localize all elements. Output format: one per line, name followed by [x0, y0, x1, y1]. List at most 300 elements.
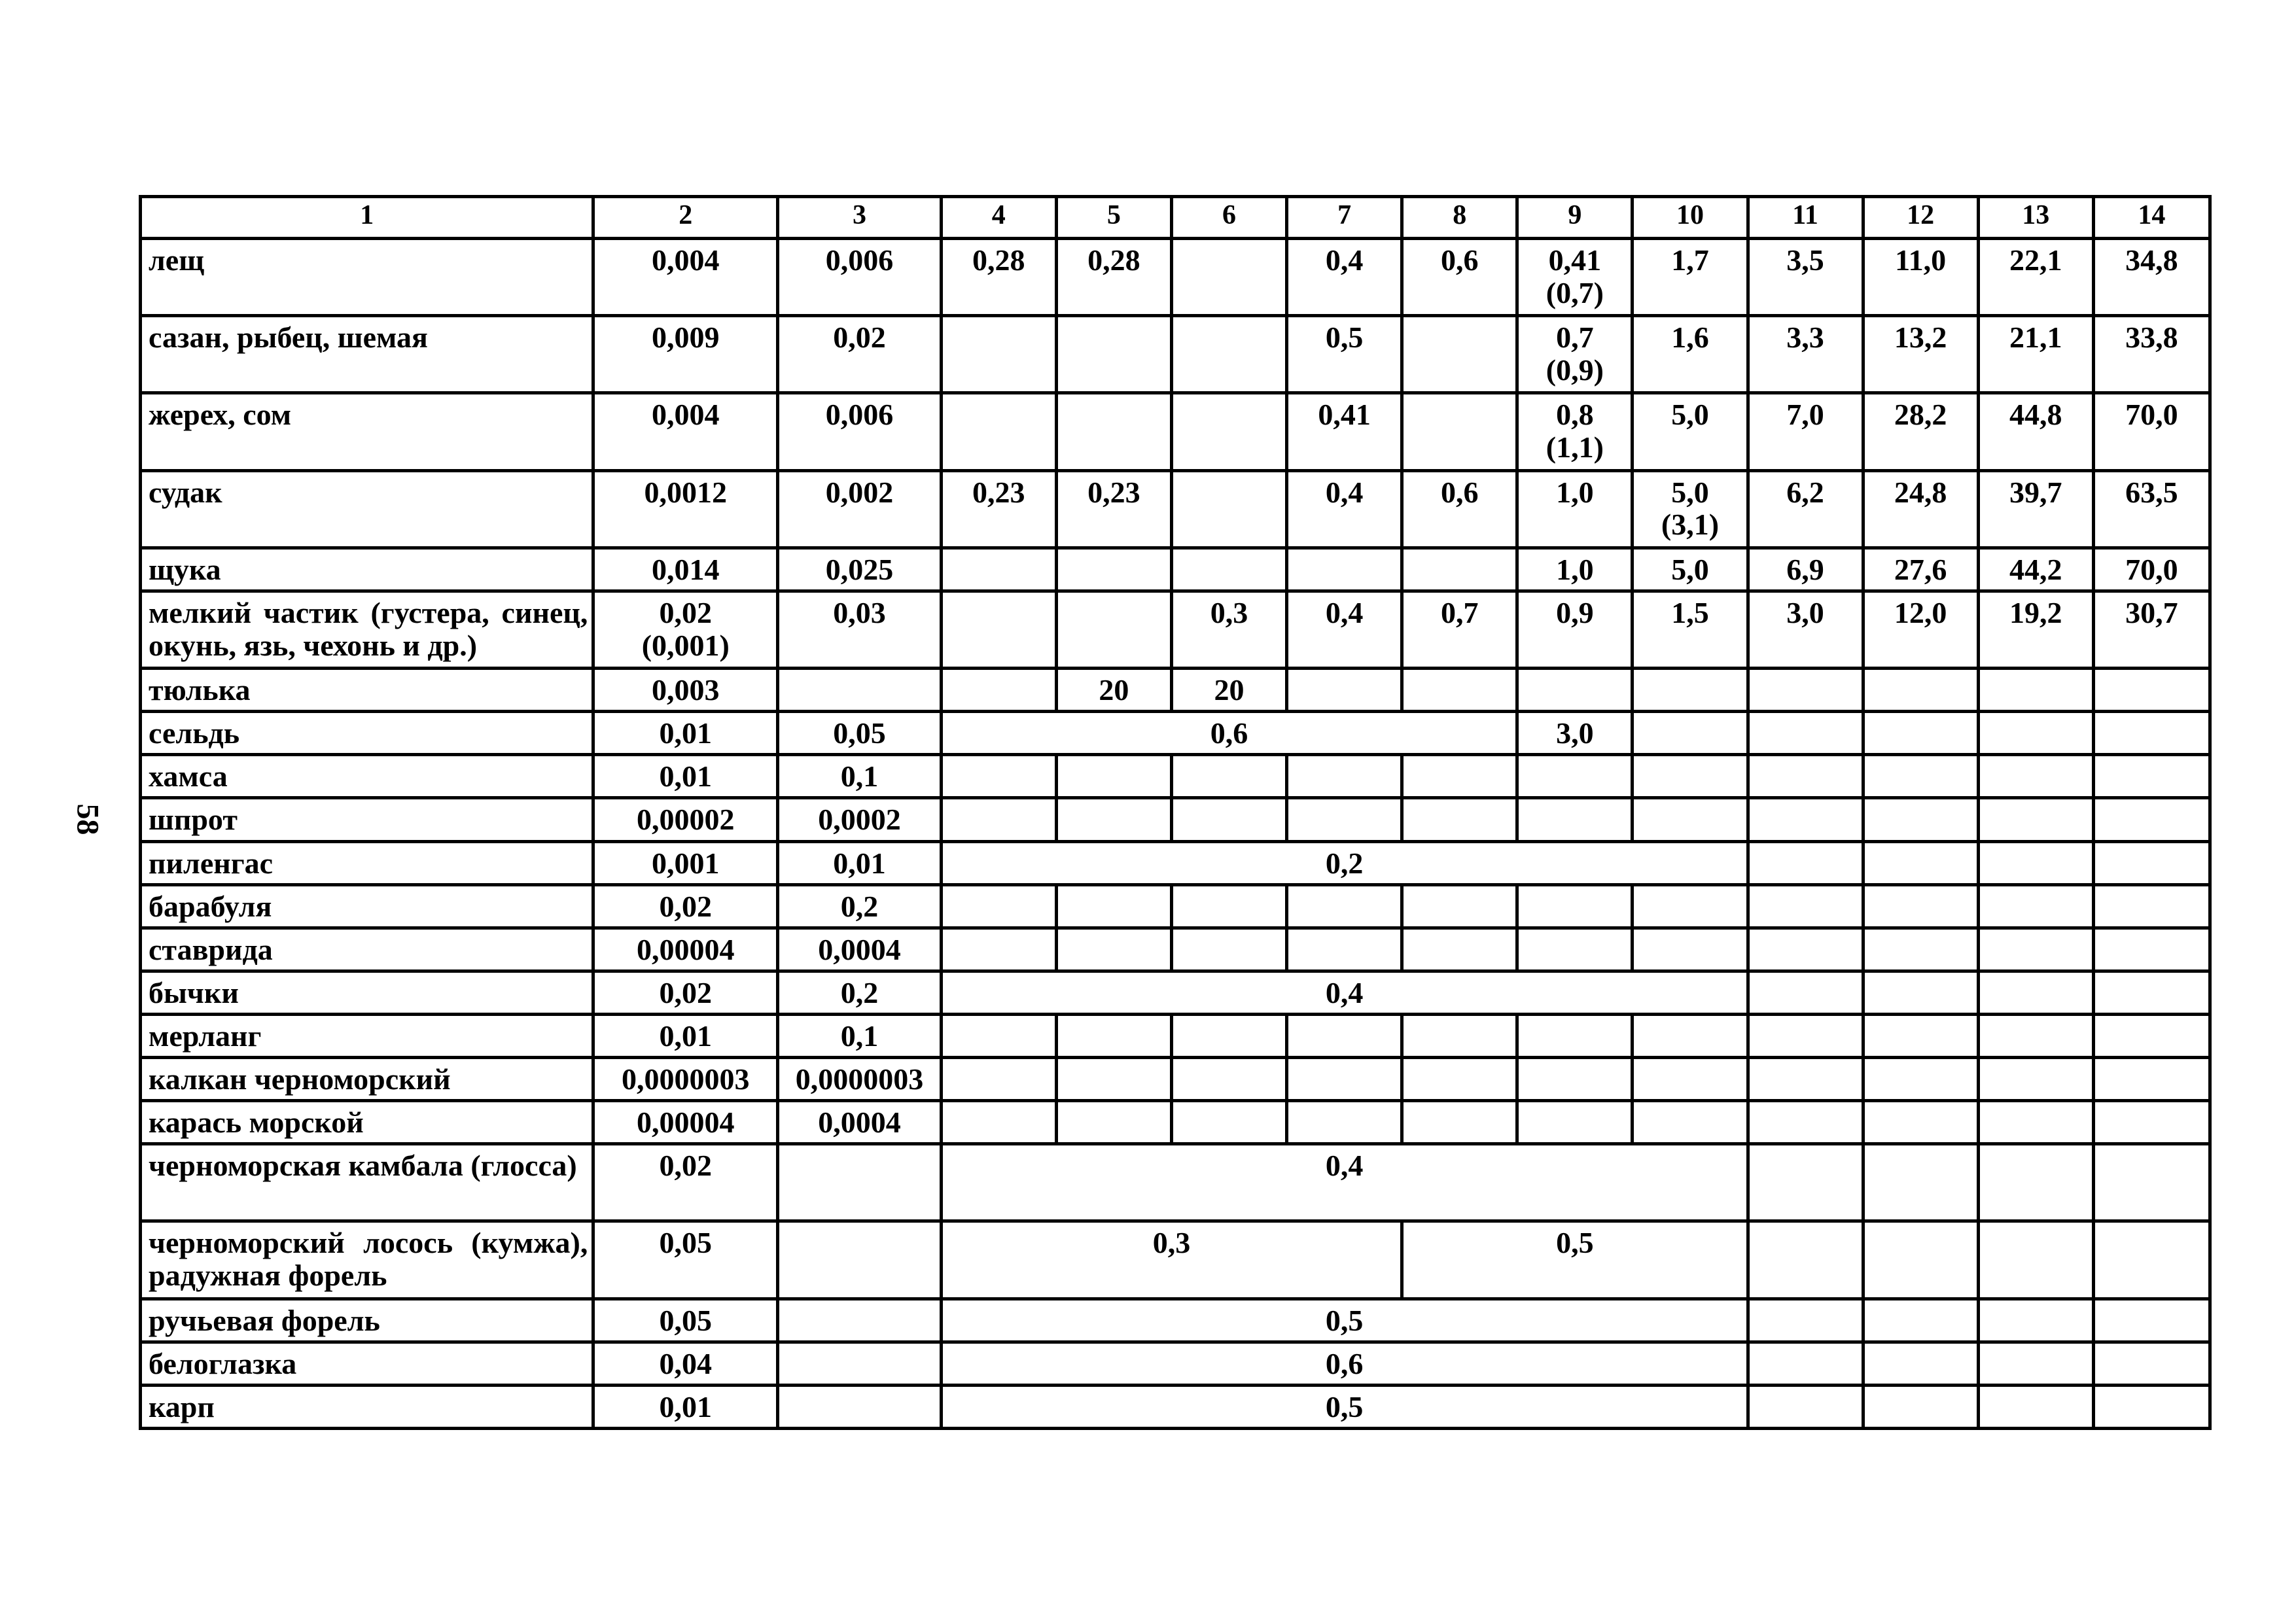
value-cell: [1402, 316, 1517, 393]
value-cell: [778, 669, 942, 712]
empty-cell: [1287, 884, 1402, 928]
value-cell: [778, 1342, 942, 1385]
header-cell: 14: [2093, 197, 2210, 239]
value-cell: 3,0: [1748, 591, 1863, 668]
table-row: [141, 470, 2210, 548]
value-cell: 0,00002: [593, 798, 778, 841]
empty-cell: [1978, 928, 2093, 971]
value-cell: 0,001: [593, 841, 778, 884]
value-cell: 70,0: [2093, 393, 2210, 470]
value-cell: 13,2: [1863, 316, 1978, 393]
value-cell: 0,0000003: [593, 1057, 778, 1100]
empty-cell: [1287, 1057, 1402, 1100]
value-cell: 5,0 (3,1): [1633, 470, 1748, 548]
empty-cell: [1517, 669, 1633, 712]
value-cell: 0,02: [593, 971, 778, 1014]
empty-cell: [1863, 798, 1978, 841]
empty-cell: [1517, 798, 1633, 841]
empty-cell: [1056, 755, 1171, 798]
value-cell: [1171, 548, 1286, 591]
empty-cell: [1748, 1342, 1863, 1385]
value-cell: 0,41: [1287, 393, 1402, 470]
species-name: мелкий частик (густера, синец, окунь, язь, чехонь и др.): [141, 591, 593, 668]
empty-cell: [941, 884, 1056, 928]
empty-cell: [1863, 928, 1978, 971]
table-row: [141, 841, 2210, 884]
empty-cell: [1633, 884, 1748, 928]
empty-cell: [1748, 1385, 1863, 1428]
empty-cell: [1748, 884, 1863, 928]
header-row: [141, 197, 2210, 239]
value-cell: 0,02: [593, 884, 778, 928]
empty-cell: [1978, 841, 2093, 884]
empty-cell: [1402, 884, 1517, 928]
empty-cell: [2093, 1221, 2210, 1299]
value-cell: 0,05: [593, 1299, 778, 1342]
empty-cell: [1287, 928, 1402, 971]
empty-cell: [1287, 1101, 1402, 1144]
species-name: бычки: [141, 971, 593, 1014]
merged-value-cell: 0,5: [941, 1299, 1748, 1342]
value-cell: [1056, 548, 1171, 591]
value-cell: 0,01: [593, 712, 778, 755]
value-cell: 0,23: [941, 470, 1056, 548]
empty-cell: [1978, 1101, 2093, 1144]
empty-cell: [1748, 1014, 1863, 1057]
value-cell: 0,0000003: [778, 1057, 942, 1100]
value-cell: 24,8: [1863, 470, 1978, 548]
value-cell: 0,2: [778, 884, 942, 928]
value-cell: 5,0: [1633, 548, 1748, 591]
empty-cell: [1978, 1057, 2093, 1100]
value-cell: 0,04: [593, 1342, 778, 1385]
empty-cell: [1863, 1221, 1978, 1299]
header-cell: 7: [1287, 197, 1402, 239]
value-cell: [1056, 591, 1171, 668]
empty-cell: [1748, 755, 1863, 798]
species-name: щука: [141, 548, 593, 591]
empty-cell: [1402, 1057, 1517, 1100]
value-cell: 27,6: [1863, 548, 1978, 591]
value-cell: 0,00004: [593, 1101, 778, 1144]
merged-value-cell: 0,4: [941, 971, 1748, 1014]
table-row: [141, 393, 2210, 470]
value-cell: 0,004: [593, 239, 778, 316]
empty-cell: [1978, 1144, 2093, 1221]
empty-cell: [1978, 884, 2093, 928]
empty-cell: [1863, 1014, 1978, 1057]
empty-cell: [2093, 712, 2210, 755]
value-cell: 0,006: [778, 239, 942, 316]
table-row: [141, 755, 2210, 798]
empty-cell: [2093, 841, 2210, 884]
empty-cell: [2093, 1144, 2210, 1221]
species-name: калкан черноморский: [141, 1057, 593, 1100]
value-cell: [778, 1385, 942, 1428]
value-cell: 0,3: [1171, 591, 1286, 668]
empty-cell: [941, 1014, 1056, 1057]
value-cell: [1402, 393, 1517, 470]
merged-value-cell: 0,2: [941, 841, 1748, 884]
empty-cell: [1748, 1057, 1863, 1100]
empty-cell: [1056, 1014, 1171, 1057]
header-cell: 4: [941, 197, 1056, 239]
empty-cell: [1978, 1342, 2093, 1385]
value-cell: [941, 316, 1056, 393]
empty-cell: [1863, 971, 1978, 1014]
value-cell: 33,8: [2093, 316, 2210, 393]
empty-cell: [1863, 1342, 1978, 1385]
species-name: карась морской: [141, 1101, 593, 1144]
empty-cell: [1402, 1101, 1517, 1144]
value-cell: 0,7 (0,9): [1517, 316, 1633, 393]
value-cell: 0,025: [778, 548, 942, 591]
empty-cell: [1287, 755, 1402, 798]
value-cell: 0,01: [593, 1385, 778, 1428]
table-row: [141, 1101, 2210, 1144]
value-cell: 30,7: [2093, 591, 2210, 668]
empty-cell: [941, 1101, 1056, 1144]
empty-cell: [2093, 1342, 2210, 1385]
table-row: [141, 971, 2210, 1014]
value-cell: 1,0: [1517, 548, 1633, 591]
empty-cell: [1171, 1057, 1286, 1100]
empty-cell: [1863, 755, 1978, 798]
value-cell: 1,7: [1633, 239, 1748, 316]
header-cell: 2: [593, 197, 778, 239]
empty-cell: [1633, 755, 1748, 798]
value-cell: 3,3: [1748, 316, 1863, 393]
species-name: лещ: [141, 239, 593, 316]
value-cell: 0,1: [778, 1014, 942, 1057]
empty-cell: [2093, 1385, 2210, 1428]
value-cell: 0,0004: [778, 1101, 942, 1144]
table-row: [141, 1385, 2210, 1428]
value-cell: [1171, 470, 1286, 548]
empty-cell: [1748, 971, 1863, 1014]
value-cell: 0,006: [778, 393, 942, 470]
table-row: [141, 316, 2210, 393]
table-row: [141, 1057, 2210, 1100]
value-cell: 0,01: [593, 755, 778, 798]
table-row: [141, 239, 2210, 316]
table-row: [141, 712, 2210, 755]
table-row: [141, 1144, 2210, 1221]
value-cell: 0,28: [1056, 239, 1171, 316]
value-cell: 12,0: [1863, 591, 1978, 668]
value-cell: 0,6: [1402, 239, 1517, 316]
value-cell: [778, 1221, 942, 1299]
value-cell: 0,8 (1,1): [1517, 393, 1633, 470]
empty-cell: [1978, 669, 2093, 712]
empty-cell: [1633, 928, 1748, 971]
empty-cell: [1402, 928, 1517, 971]
empty-cell: [1056, 884, 1171, 928]
value-cell: 0,7: [1402, 591, 1517, 668]
value-cell: 1,0: [1517, 470, 1633, 548]
empty-cell: [1748, 928, 1863, 971]
value-cell: 0,0004: [778, 928, 942, 971]
empty-cell: [1863, 1385, 1978, 1428]
value-cell: [778, 1144, 942, 1221]
empty-cell: [2093, 928, 2210, 971]
empty-cell: [941, 755, 1056, 798]
value-cell: 11,0: [1863, 239, 1978, 316]
empty-cell: [1171, 798, 1286, 841]
value-cell: 0,03: [778, 591, 942, 668]
value-cell: 0,4: [1287, 239, 1402, 316]
value-cell: 0,05: [593, 1221, 778, 1299]
empty-cell: [1517, 884, 1633, 928]
value-cell: 7,0: [1748, 393, 1863, 470]
empty-cell: [1863, 1101, 1978, 1144]
header-cell: 3: [778, 197, 942, 239]
empty-cell: [1978, 1221, 2093, 1299]
header-cell: 6: [1171, 197, 1286, 239]
table-row: [141, 928, 2210, 971]
value-cell: 44,8: [1978, 393, 2093, 470]
empty-cell: [1633, 1101, 1748, 1144]
species-name: сазан, рыбец, шемая: [141, 316, 593, 393]
empty-cell: [1517, 1057, 1633, 1100]
empty-cell: [1633, 712, 1748, 755]
empty-cell: [1633, 1014, 1748, 1057]
empty-cell: [1748, 841, 1863, 884]
value-cell: [1056, 393, 1171, 470]
value-cell: 22,1: [1978, 239, 2093, 316]
empty-cell: [2093, 1057, 2210, 1100]
empty-cell: [1633, 798, 1748, 841]
empty-cell: [1287, 1014, 1402, 1057]
merged-value-cell: 0,5: [1402, 1221, 1748, 1299]
empty-cell: [1171, 884, 1286, 928]
table-row: [141, 591, 2210, 668]
empty-cell: [1517, 1014, 1633, 1057]
empty-cell: [1978, 798, 2093, 841]
empty-cell: [1171, 755, 1286, 798]
species-name: черноморский лосось (кумжа), радужная форель: [141, 1221, 593, 1299]
value-cell: 0,6: [1402, 470, 1517, 548]
merged-value-cell: 0,3: [941, 1221, 1402, 1299]
header-cell: 12: [1863, 197, 1978, 239]
fish-data-table: [139, 195, 2212, 1430]
value-cell: 0,02: [593, 1144, 778, 1221]
empty-cell: [1171, 928, 1286, 971]
value-cell: [1171, 316, 1286, 393]
empty-cell: [1517, 1101, 1633, 1144]
value-cell: 1,6: [1633, 316, 1748, 393]
merged-value-cell: 0,6: [941, 712, 1517, 755]
table-row: [141, 1299, 2210, 1342]
empty-cell: [2093, 798, 2210, 841]
empty-cell: [1978, 755, 2093, 798]
empty-cell: [1748, 1101, 1863, 1144]
header-cell: 1: [141, 197, 593, 239]
table-row: [141, 1342, 2210, 1385]
value-cell: [1056, 316, 1171, 393]
page-number: 58: [70, 803, 105, 835]
value-cell: 34,8: [2093, 239, 2210, 316]
header-cell: 10: [1633, 197, 1748, 239]
empty-cell: [941, 798, 1056, 841]
empty-cell: [941, 1057, 1056, 1100]
value-cell: 28,2: [1863, 393, 1978, 470]
value-cell: [941, 393, 1056, 470]
empty-cell: [2093, 669, 2210, 712]
value-cell: [941, 669, 1056, 712]
species-name: хамса: [141, 755, 593, 798]
empty-cell: [1402, 669, 1517, 712]
table-row: [141, 798, 2210, 841]
value-cell: [778, 1299, 942, 1342]
header-cell: 9: [1517, 197, 1633, 239]
value-cell: 0,01: [778, 841, 942, 884]
empty-cell: [1748, 1299, 1863, 1342]
empty-cell: [1978, 1385, 2093, 1428]
value-cell: 0,41 (0,7): [1517, 239, 1633, 316]
table-row: [141, 884, 2210, 928]
value-cell: 1,5: [1633, 591, 1748, 668]
empty-cell: [1056, 928, 1171, 971]
empty-cell: [1863, 884, 1978, 928]
value-cell: 0,02 (0,001): [593, 591, 778, 668]
empty-cell: [1402, 798, 1517, 841]
value-cell: 0,1: [778, 755, 942, 798]
header-cell: 5: [1056, 197, 1171, 239]
value-cell: 0,0012: [593, 470, 778, 548]
value-cell: 44,2: [1978, 548, 2093, 591]
empty-cell: [1171, 1101, 1286, 1144]
empty-cell: [2093, 755, 2210, 798]
species-name: пиленгас: [141, 841, 593, 884]
species-name: барабуля: [141, 884, 593, 928]
empty-cell: [1056, 1057, 1171, 1100]
empty-cell: [1402, 1014, 1517, 1057]
value-cell: 70,0: [2093, 548, 2210, 591]
value-cell: [941, 591, 1056, 668]
value-cell: 0,5: [1287, 316, 1402, 393]
merged-value-cell: 0,4: [941, 1144, 1748, 1221]
value-cell: 0,4: [1287, 470, 1402, 548]
species-name: сельдь: [141, 712, 593, 755]
value-cell: [941, 548, 1056, 591]
empty-cell: [1978, 971, 2093, 1014]
species-name: белоглазка: [141, 1342, 593, 1385]
value-cell: [1171, 393, 1286, 470]
value-cell: 0,23: [1056, 470, 1171, 548]
table-row: [141, 1014, 2210, 1057]
species-name: тюлька: [141, 669, 593, 712]
value-cell: 5,0: [1633, 393, 1748, 470]
empty-cell: [1633, 669, 1748, 712]
empty-cell: [1748, 798, 1863, 841]
empty-cell: [1517, 755, 1633, 798]
value-cell: 0,004: [593, 393, 778, 470]
empty-cell: [941, 928, 1056, 971]
empty-cell: [2093, 1299, 2210, 1342]
empty-cell: [1287, 669, 1402, 712]
value-cell: 0,002: [778, 470, 942, 548]
empty-cell: [1863, 1144, 1978, 1221]
value-cell: 6,2: [1748, 470, 1863, 548]
value-cell: 0,0002: [778, 798, 942, 841]
empty-cell: [1978, 1299, 2093, 1342]
table-row: [141, 1221, 2210, 1299]
empty-cell: [1863, 1057, 1978, 1100]
empty-cell: [1748, 1144, 1863, 1221]
table-row: [141, 548, 2210, 591]
value-cell: 0,02: [778, 316, 942, 393]
empty-cell: [1633, 1057, 1748, 1100]
empty-cell: [1748, 669, 1863, 712]
species-name: жерех, сом: [141, 393, 593, 470]
header-cell: 8: [1402, 197, 1517, 239]
empty-cell: [1517, 928, 1633, 971]
empty-cell: [1171, 1014, 1286, 1057]
empty-cell: [1287, 798, 1402, 841]
value-cell: 0,05: [778, 712, 942, 755]
value-cell: [1402, 548, 1517, 591]
value-cell: 21,1: [1978, 316, 2093, 393]
value-cell: [1287, 548, 1402, 591]
empty-cell: [1863, 1299, 1978, 1342]
empty-cell: [1978, 1014, 2093, 1057]
value-cell: 3,0: [1517, 712, 1633, 755]
value-cell: 0,009: [593, 316, 778, 393]
species-name: судак: [141, 470, 593, 548]
value-cell: 0,4: [1287, 591, 1402, 668]
value-cell: 19,2: [1978, 591, 2093, 668]
empty-cell: [1863, 712, 1978, 755]
empty-cell: [2093, 971, 2210, 1014]
empty-cell: [1863, 841, 1978, 884]
species-name: шпрот: [141, 798, 593, 841]
value-cell: 0,2: [778, 971, 942, 1014]
empty-cell: [1056, 798, 1171, 841]
merged-value-cell: 0,6: [941, 1342, 1748, 1385]
value-cell: 0,9: [1517, 591, 1633, 668]
value-cell: 20: [1171, 669, 1286, 712]
value-cell: 6,9: [1748, 548, 1863, 591]
value-cell: 0,014: [593, 548, 778, 591]
species-name: черноморская камбала (глосса): [141, 1144, 593, 1221]
empty-cell: [1978, 712, 2093, 755]
value-cell: 63,5: [2093, 470, 2210, 548]
value-cell: 3,5: [1748, 239, 1863, 316]
value-cell: 0,01: [593, 1014, 778, 1057]
empty-cell: [1056, 1101, 1171, 1144]
table-row: [141, 669, 2210, 712]
value-cell: [1171, 239, 1286, 316]
species-name: карп: [141, 1385, 593, 1428]
value-cell: 39,7: [1978, 470, 2093, 548]
value-cell: 20: [1056, 669, 1171, 712]
header-cell: 13: [1978, 197, 2093, 239]
merged-value-cell: 0,5: [941, 1385, 1748, 1428]
empty-cell: [1748, 1221, 1863, 1299]
empty-cell: [1748, 712, 1863, 755]
empty-cell: [1402, 755, 1517, 798]
value-cell: 0,28: [941, 239, 1056, 316]
value-cell: 0,003: [593, 669, 778, 712]
empty-cell: [2093, 1014, 2210, 1057]
header-cell: 11: [1748, 197, 1863, 239]
species-name: мерланг: [141, 1014, 593, 1057]
empty-cell: [1863, 669, 1978, 712]
value-cell: 0,00004: [593, 928, 778, 971]
species-name: ручьевая форель: [141, 1299, 593, 1342]
species-name: ставрида: [141, 928, 593, 971]
